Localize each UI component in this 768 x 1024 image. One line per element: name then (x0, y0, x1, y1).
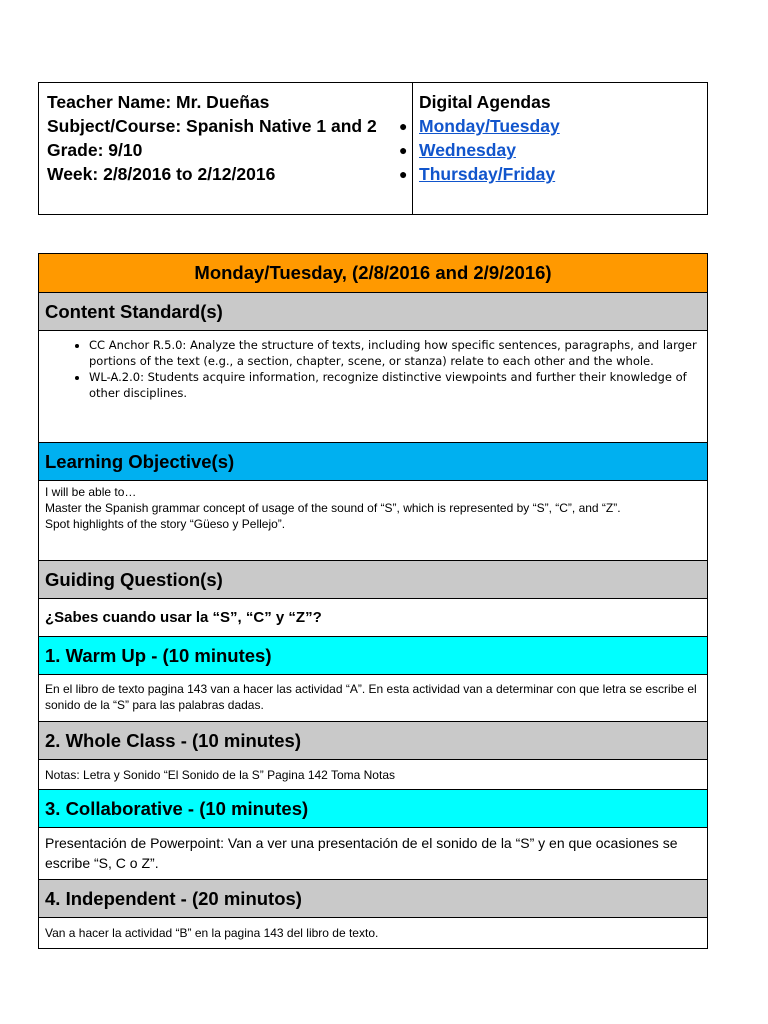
warmup-heading: 1. Warm Up - (10 minutes) (39, 637, 707, 675)
whole-class-body: Notas: Letra y Sonido “El Sonido de la S” Pagina 142 Toma Notas (39, 760, 707, 790)
agenda-list (399, 114, 701, 186)
standard-item: • CC Anchor R.5.0: Analyze the structure of texts, including how specific sentences, paragraphs, and larger portions of the text (e.g., a section, chapter, scene, or stanza) relate to each other and the whole. (89, 337, 697, 369)
agenda-title: Digital Agendas (419, 92, 551, 112)
bullet-icon: ● (399, 142, 408, 158)
learning-objectives-heading: Learning Objective(s) (39, 443, 707, 481)
warmup-body: En el libro de texto pagina 143 van a hacer las actividad “A”. En esta actividad van a determinar con que letra se escribe el sonido de la “S” para las palabras dadas. (39, 675, 707, 722)
header-table (38, 82, 708, 215)
agenda-link-monday-tuesday[interactable]: Monday/Tuesday (419, 116, 560, 136)
agenda-item (399, 114, 701, 138)
collaborative-heading: 3. Collaborative - (10 minutes) (39, 790, 707, 828)
lesson-plan-table (38, 253, 708, 949)
independent-heading: 4. Independent - (20 minutos) (39, 880, 707, 918)
objective-line: Master the Spanish grammar concept of usage of the sound of “S”, which is represented by “S”, “C”, and “Z”. (45, 501, 621, 515)
week: Week: 2/8/2016 to 2/12/2016 (47, 164, 276, 184)
content-standards-body (39, 331, 707, 443)
teacher-info (39, 83, 413, 214)
standard-item: • WL-A.2.0: Students acquire information, recognize distinctive viewpoints and further their knowledge of other disciplines. (89, 369, 697, 401)
agenda-link-wednesday[interactable]: Wednesday (419, 140, 516, 160)
whole-class-heading: 2. Whole Class - (10 minutes) (39, 722, 707, 760)
guiding-question: ¿Sabes cuando usar la “S”, “C” y “Z”? (39, 599, 707, 637)
standards-list (39, 331, 707, 407)
bullet-icon: ● (399, 166, 408, 182)
digital-agendas (399, 83, 707, 214)
agenda-item (399, 162, 701, 186)
independent-body: Van a hacer la actividad “B” en la pagina 143 del libro de texto. (45, 926, 379, 940)
teacher-name: Teacher Name: Mr. Dueñas (47, 92, 270, 112)
objective-line: I will be able to… (45, 485, 137, 499)
grade: Grade: 9/10 (47, 140, 143, 160)
learning-objectives-body (39, 481, 707, 561)
bullet-icon: ● (399, 118, 408, 134)
objective-line: Spot highlights of the story “Güeso y Pellejo”. (45, 517, 286, 531)
agenda-link-thursday-friday[interactable]: Thursday/Friday (419, 164, 556, 184)
content-standards-heading: Content Standard(s) (39, 293, 707, 331)
agenda-item (399, 138, 701, 162)
subject-course: Subject/Course: Spanish Native 1 and 2 (47, 116, 377, 136)
day-title: Monday/Tuesday, (2/8/2016 and 2/9/2016) (39, 254, 707, 293)
guiding-questions-heading: Guiding Question(s) (39, 561, 707, 599)
collaborative-body: Presentación de Powerpoint: Van a ver una presentación de el sonido de la “S” y en que ocasiones se escribe “S, C o Z”. (39, 828, 707, 880)
